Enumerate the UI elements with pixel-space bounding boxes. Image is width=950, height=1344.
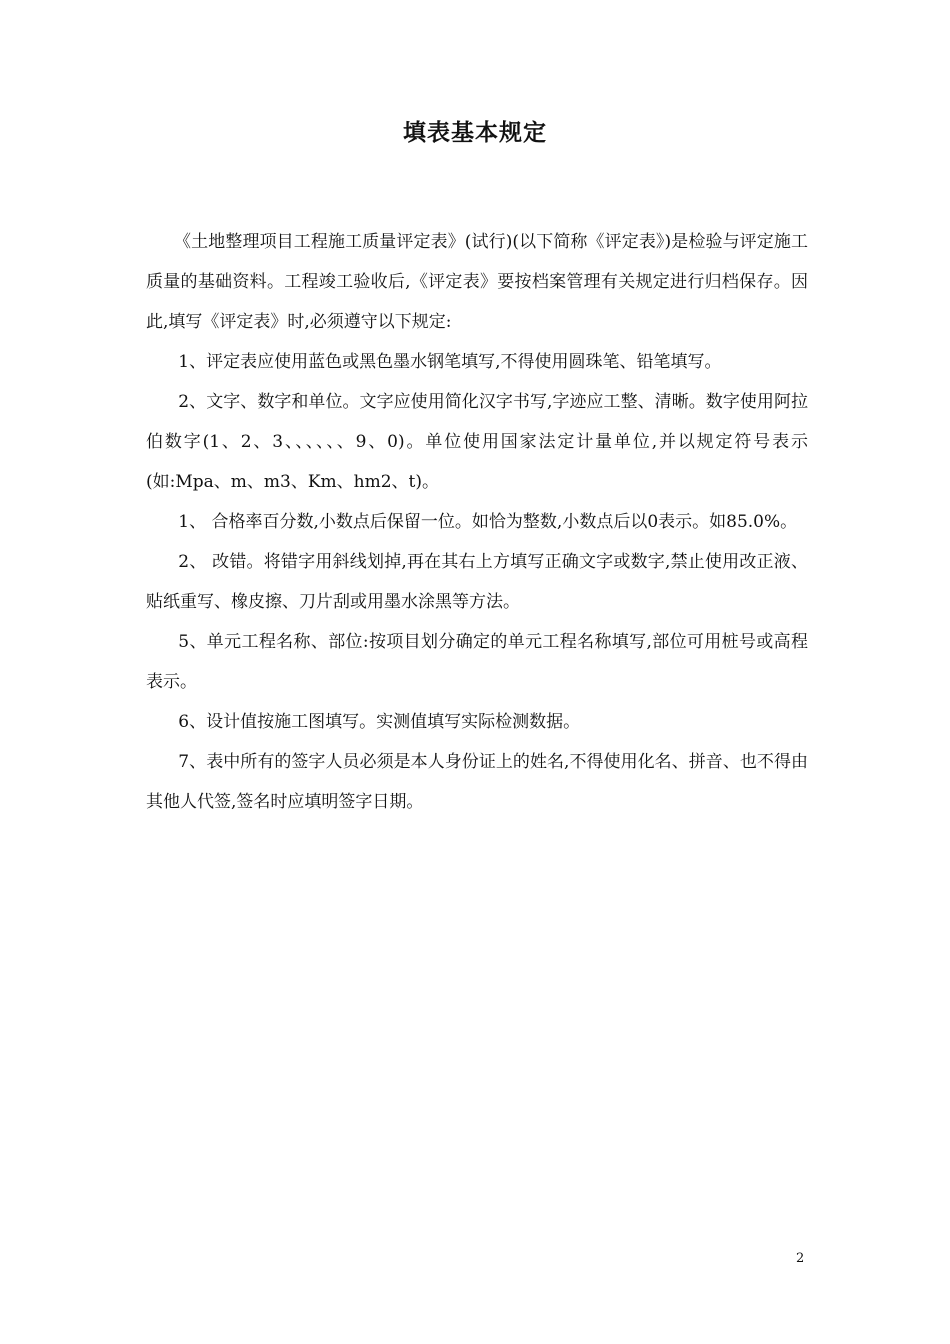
rule-item: 2、文字、数字和单位。文字应使用简化汉字书写,字迹应工整、清晰。数字使用阿拉伯数字(1、2、3、、、、、、9、0)。单位使用国家法定计量单位,并以规定符号表示(如:Mpa、m、m3、Km、hm2、t)。	[146, 392, 808, 492]
page-number: 2	[796, 1251, 805, 1266]
rule-item: 7、表中所有的签字人员必须是本人身份证上的姓名,不得使用化名、拼音、也不得由其他人代签,签名时应填明签字日期。	[146, 752, 808, 812]
rule-item: 5、单元工程名称、部位:按项目划分确定的单元工程名称填写,部位可用桩号或高程表示。	[146, 632, 808, 692]
document-body	[146, 222, 808, 822]
rule-item: 2、 改错。将错字用斜线划掉,再在其右上方填写正确文字或数字,禁止使用改正液、贴纸重写、橡皮擦、刀片刮或用墨水涂黑等方法。	[146, 552, 808, 612]
intro-paragraph: 《土地整理项目工程施工质量评定表》(试行)(以下简称《评定表》)是检验与评定施工质量的基础资料。工程竣工验收后,《评定表》要按档案管理有关规定进行归档保存。因此,填写《评定表》时,必须遵守以下规定:	[146, 232, 808, 332]
rule-item: 1、 合格率百分数,小数点后保留一位。如恰为整数,小数点后以0表示。如85.0%。	[178, 512, 798, 532]
rule-item: 1、评定表应使用蓝色或黑色墨水钢笔填写,不得使用圆珠笔、铅笔填写。	[178, 352, 722, 372]
page-title: 填表基本规定	[403, 120, 547, 146]
rule-item: 6、设计值按施工图填写。实测值填写实际检测数据。	[178, 712, 581, 732]
